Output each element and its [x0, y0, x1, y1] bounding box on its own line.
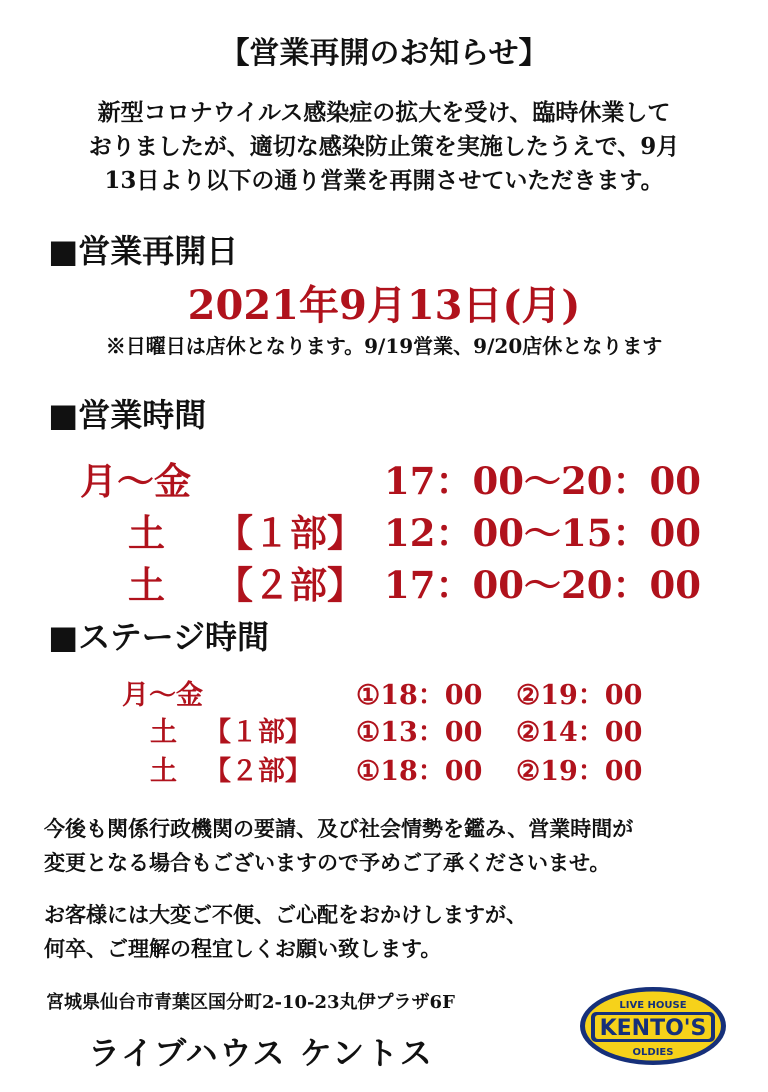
venue-address: 宮城県仙台市青葉区国分町2-10-23丸伊プラザ6F: [46, 992, 455, 1013]
intro-line: おりましたが、適切な感染防止策を実施したうえで、9月: [88, 133, 680, 160]
hours-time: 17：00～20：00: [384, 459, 701, 503]
stage-day: 月～金: [122, 680, 203, 711]
notice-line: お客様には大変ご不便、ご心配をおかけしますが、: [44, 902, 527, 927]
stage-first-time: ①18：00: [356, 680, 483, 711]
intro-line: 新型コロナウイルス感染症の拡大を受け、臨時休業して: [97, 99, 671, 126]
logo-top-text: LIVE HOUSE: [619, 1000, 687, 1011]
stage-day: 土: [150, 717, 177, 748]
notice-line: 今後も関係行政機関の要請、及び社会情勢を鑑み、営業時間が: [44, 816, 634, 841]
venue-name: ライブハウス ケントス: [88, 1034, 434, 1072]
intro-paragraph: [0, 96, 768, 198]
apology-notice: [44, 898, 527, 966]
stage-heading: ■ステージ時間: [48, 618, 269, 656]
stage-second-time: ②14：00: [516, 717, 643, 748]
hours-day: 土: [128, 511, 165, 555]
stage-part: 【１部】: [204, 717, 312, 748]
notice-line: 変更となる場合もございますので予めご了承くださいませ。: [44, 850, 611, 875]
logo-main-text: KENTO'S: [599, 1016, 707, 1041]
stage-first-time: ①13：00: [356, 717, 483, 748]
kentos-logo-graphic: [577, 984, 729, 1068]
hours-part: 【２部】: [216, 563, 364, 607]
closure-note: ※日曜日は店休となります。9/19営業、9/20店休となります: [105, 334, 663, 358]
hours-time: 12：00～15：00: [384, 511, 701, 555]
logo-bottom-text: OLDIES: [632, 1047, 674, 1058]
stage-part: 【２部】: [204, 756, 312, 787]
stage-day: 土: [150, 756, 177, 787]
reopen-heading: ■営業再開日: [48, 232, 239, 270]
stage-first-time: ①18：00: [356, 756, 483, 787]
hours-time: 17：00～20：00: [384, 563, 701, 607]
notice-title: 【営業再開のお知らせ】: [219, 36, 549, 71]
notice-line: 何卒、ご理解の程宜しくお願い致します。: [44, 936, 442, 961]
intro-line: 13日より以下の通り営業を再開させていただきます。: [104, 167, 664, 194]
hours-day: 土: [128, 563, 165, 607]
kentos-logo: [577, 984, 729, 1072]
stage-second-time: ②19：00: [516, 680, 643, 711]
stage-second-time: ②19：00: [516, 756, 643, 787]
hours-part: 【１部】: [216, 511, 364, 555]
reopen-date: 2021年9月13日(月): [187, 282, 581, 329]
hours-heading: ■営業時間: [48, 396, 207, 434]
schedule-change-notice: [44, 812, 633, 880]
hours-day: 月～金: [80, 459, 191, 503]
